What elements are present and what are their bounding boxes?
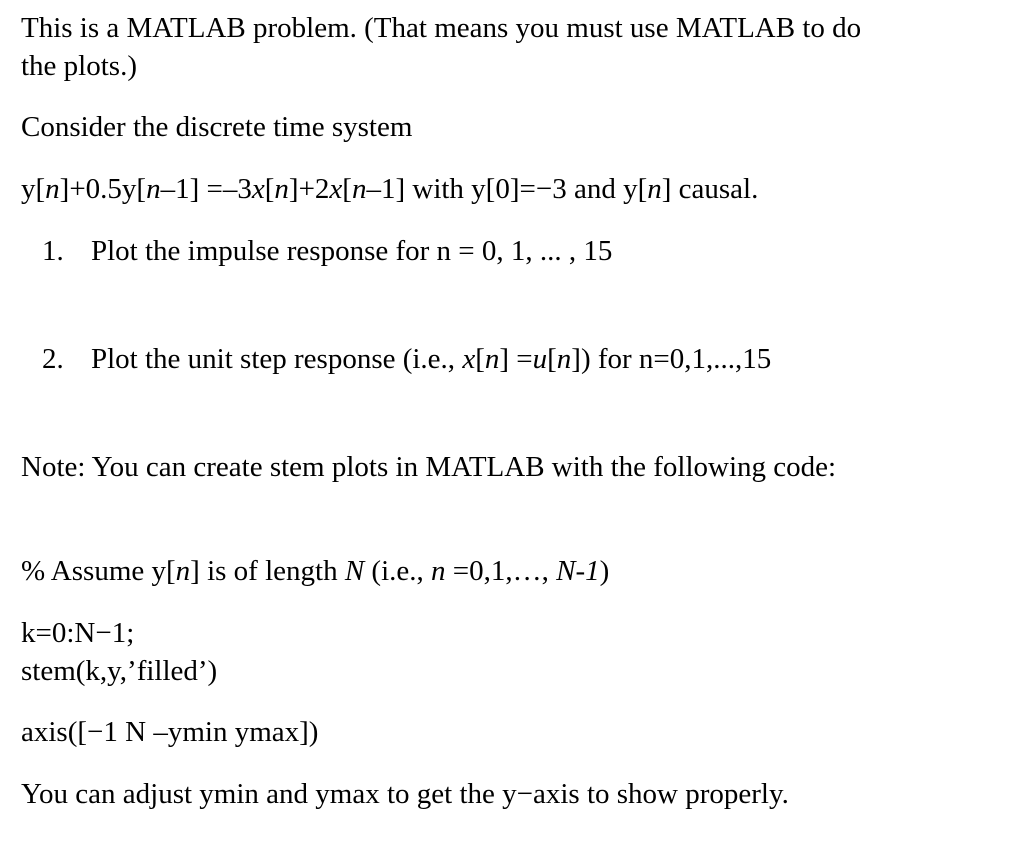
note-text: Note: You can create stem plots in MATLAB with the following code: <box>21 451 837 483</box>
list-item-number: 2. <box>42 343 64 375</box>
footer-text: You can adjust ymin and ymax to get the y−axis to show properly. <box>21 778 789 810</box>
intro-line-2: the plots.) <box>21 50 137 82</box>
consider-text: Consider the discrete time system <box>21 111 413 143</box>
code-line-2: stem(k,y,’filled’) <box>21 655 218 687</box>
code-line-1: k=0:N−1; <box>21 617 135 649</box>
code-comment: % Assume y[n] is of length N (i.e., n =0,1,…, N-1) <box>21 555 610 587</box>
list-item-text: Plot the impulse response for n = 0, 1, ... , 15 <box>91 235 613 267</box>
list-item-text: Plot the unit step response (i.e., x[n] =u[n]) for n=0,1,...,15 <box>91 343 772 375</box>
code-line-3: axis([−1 N –ymin ymax]) <box>21 716 319 748</box>
list-item-number: 1. <box>42 235 64 267</box>
list-item-1 <box>42 235 612 268</box>
list-item-2 <box>42 343 771 376</box>
difference-equation: y[n]+0.5y[n–1] =–3x[n]+2x[n–1] with y[0]=−3 and y[n] causal. <box>21 173 759 205</box>
intro-line-1: This is a MATLAB problem. (That means you must use MATLAB to do <box>21 12 862 44</box>
